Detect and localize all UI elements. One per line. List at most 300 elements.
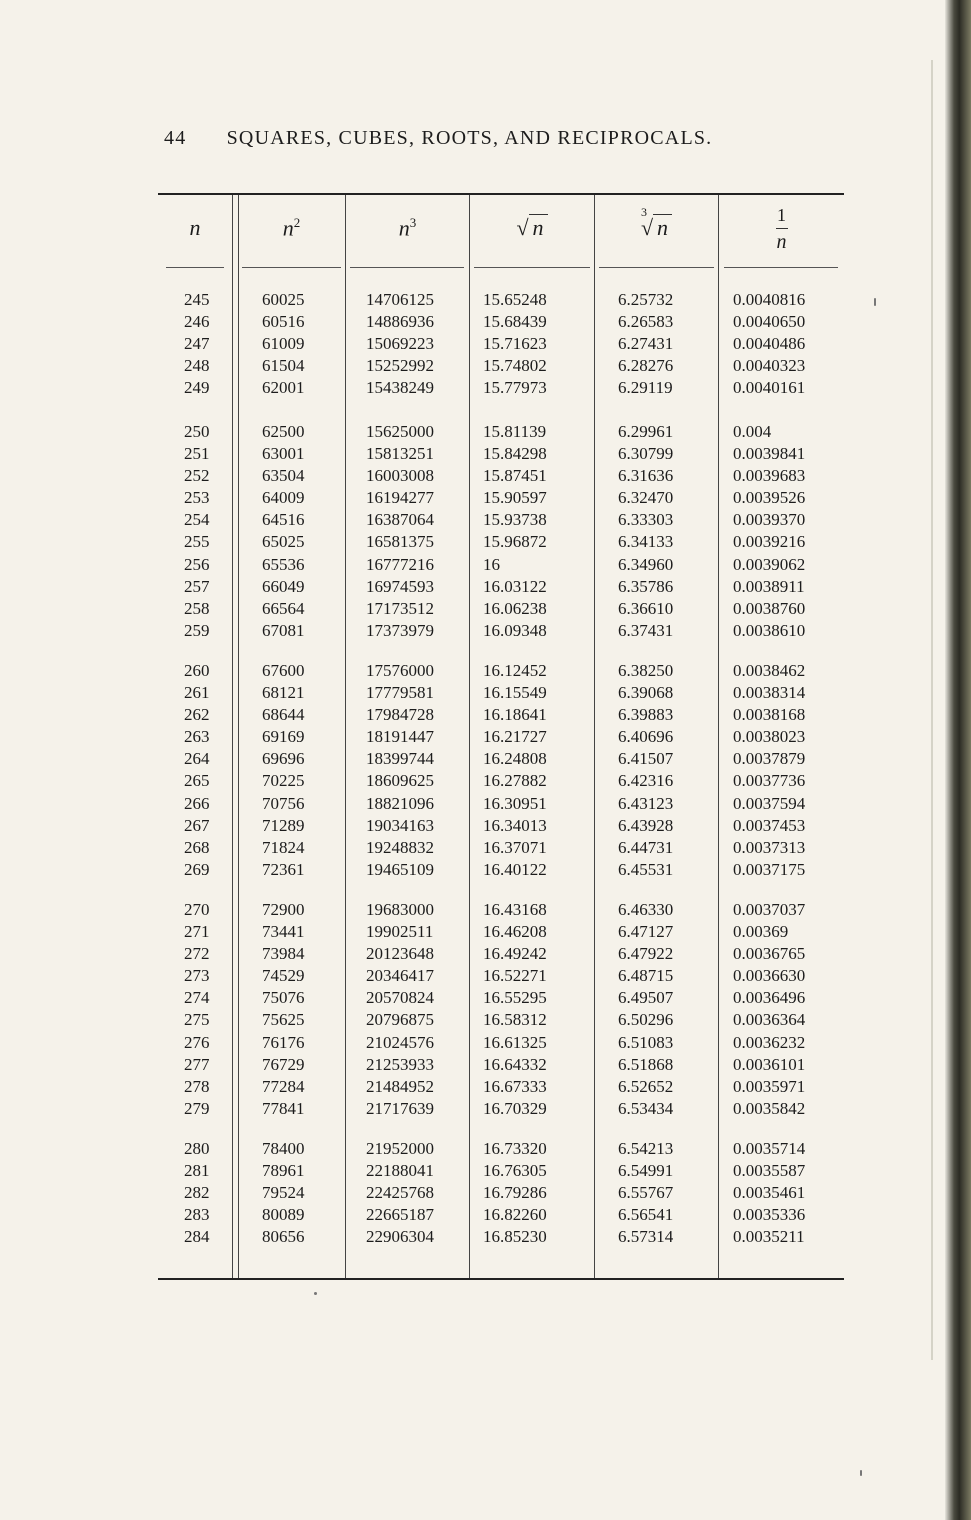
cell-sqrt: 16.61325 [483,1032,547,1052]
table-row [158,922,844,944]
table-row [158,1010,844,1032]
cell-n: 253 [184,488,210,508]
cell-cu: 19683000 [366,900,434,919]
cell-cbrt: 6.43928 [618,815,674,835]
cell-recip: 0.0040323 [733,356,806,376]
paper-speck [860,1470,862,1476]
cell-recip: 0.0035461 [733,1183,806,1203]
cell-n: 255 [184,532,210,552]
cell-cu: 22188041 [366,1161,434,1181]
cell-cbrt: 6.27431 [618,334,674,354]
table-row [158,1055,844,1077]
table-row [158,422,844,444]
header-n2-exponent: 2 [293,215,301,230]
cell-recip: 0.0036630 [733,966,806,986]
cell-sq: 75076 [262,988,305,1008]
cell-sq: 79524 [262,1183,305,1203]
cell-sqrt: 15.96872 [483,532,547,552]
cell-sqrt: 16.52271 [483,966,547,986]
cell-cu: 18609625 [366,771,434,791]
cell-recip: 0.0038610 [733,620,806,640]
cell-cbrt: 6.43123 [618,793,674,813]
cell-n: 268 [184,837,210,857]
header-recip-numerator: 1 [777,205,786,225]
cell-cu: 17173512 [366,598,434,618]
cell-recip: 0.0037594 [733,793,806,813]
cell-cu: 15252992 [366,356,434,376]
cell-cbrt: 6.29119 [618,378,673,398]
book-spine-edge [945,0,971,1520]
cell-sqrt: 16.67333 [483,1076,547,1096]
cell-sqrt: 16.70329 [483,1098,547,1118]
cell-sq: 78400 [262,1139,305,1158]
cell-recip: 0.00369 [733,922,789,942]
cell-n: 275 [184,1010,210,1030]
cell-cbrt: 6.42316 [618,771,674,791]
cell-sqrt: 16.37071 [483,837,547,857]
cell-cu: 21253933 [366,1054,434,1074]
cell-recip: 0.0037037 [733,900,806,919]
table-row [158,1161,844,1183]
row-group [158,1139,844,1249]
cell-sqrt: 15.84298 [483,444,547,464]
math-table [158,193,844,1280]
cell-sqrt: 16.49242 [483,944,547,964]
cell-n: 267 [184,815,210,835]
cell-n: 245 [184,290,210,309]
header-n [158,195,232,267]
cell-cu: 17576000 [366,661,434,680]
page-number: 44 [164,127,187,149]
cell-cu: 21952000 [366,1139,434,1158]
cell-sq: 74529 [262,966,305,986]
cell-recip: 0.0040816 [733,290,806,309]
cell-n: 281 [184,1161,210,1181]
cell-recip: 0.0038462 [733,661,806,680]
cell-sqrt: 16.06238 [483,598,547,618]
cell-n: 282 [184,1183,210,1203]
cell-cbrt: 6.46330 [618,900,674,919]
table-row [158,1033,844,1055]
header-cbrt-index: 3 [640,205,647,219]
table-row [158,334,844,356]
page-header [164,127,712,150]
cell-cu: 16003008 [366,466,434,486]
cell-n: 250 [184,422,210,441]
cell-sq: 60516 [262,312,305,332]
cell-n: 284 [184,1227,210,1247]
cell-n: 264 [184,749,210,769]
radical-icon: √ [640,215,654,240]
header-sqrt-arg: n [529,214,548,240]
cell-cbrt: 6.54991 [618,1161,674,1181]
cell-cu: 18399744 [366,749,434,769]
cell-recip: 0.0035971 [733,1076,806,1096]
cell-sqrt: 15.65248 [483,290,547,309]
cell-n: 279 [184,1098,210,1118]
table-row [158,312,844,334]
cell-sq: 65025 [262,532,305,552]
table-row [158,944,844,966]
cell-sqrt: 16.73320 [483,1139,547,1158]
table-row [158,1139,844,1161]
cell-sq: 71824 [262,837,305,857]
cell-sqrt: 16.24808 [483,749,547,769]
cell-n: 273 [184,966,210,986]
cell-cu: 20570824 [366,988,434,1008]
cell-recip: 0.0037453 [733,815,806,835]
cell-cbrt: 6.53434 [618,1098,674,1118]
cell-cbrt: 6.33303 [618,510,674,530]
table-row [158,444,844,466]
cell-cbrt: 6.39068 [618,683,674,703]
row-group [158,422,844,643]
cell-cu: 19465109 [366,859,434,879]
cell-sq: 69169 [262,727,305,747]
cell-cbrt: 6.41507 [618,749,674,769]
cell-cbrt: 6.28276 [618,356,674,376]
cell-sqrt: 16.12452 [483,661,547,680]
cell-cbrt: 6.34960 [618,554,674,574]
cell-sq: 66049 [262,576,305,596]
cell-sq: 70756 [262,793,305,813]
cell-recip: 0.0038911 [733,576,805,596]
row-group [158,661,844,882]
cell-cbrt: 6.47127 [618,922,674,942]
cell-cu: 19034163 [366,815,434,835]
cell-recip: 0.0035842 [733,1098,806,1118]
cell-recip: 0.0037879 [733,749,806,769]
header-underline [350,267,464,268]
cell-cu: 18191447 [366,727,434,747]
cell-sq: 63504 [262,466,305,486]
cell-recip: 0.0038168 [733,705,806,725]
cell-recip: 0.0035211 [733,1227,805,1247]
cell-n: 249 [184,378,210,398]
header-underline [724,267,838,268]
cell-sq: 80656 [262,1227,305,1247]
table-row [158,988,844,1010]
header-underline [166,267,224,268]
cell-cbrt: 6.55767 [618,1183,674,1203]
table-row [158,705,844,727]
cell-cu: 16194277 [366,488,434,508]
cell-n: 265 [184,771,210,791]
cell-sqrt: 15.71623 [483,334,547,354]
cell-sq: 68644 [262,705,305,725]
cell-n: 256 [184,554,210,574]
cell-cu: 19248832 [366,837,434,857]
header-underline [599,267,714,268]
cell-sqrt: 15.90597 [483,488,547,508]
cell-n: 247 [184,334,210,354]
cell-sq: 70225 [262,771,305,791]
table-row [158,727,844,749]
cell-cu: 15438249 [366,378,434,398]
cell-cu: 19902511 [366,922,434,942]
cell-sqrt: 15.87451 [483,466,547,486]
cell-cu: 22665187 [366,1205,434,1225]
table-row [158,771,844,793]
cell-n: 271 [184,922,210,942]
cell-n: 280 [184,1139,210,1158]
cell-n: 277 [184,1054,210,1074]
table-row [158,1099,844,1121]
cell-sqrt: 16.21727 [483,727,547,747]
page-title: SQUARES, CUBES, ROOTS, AND RECIPROCALS. [226,127,713,149]
cell-cu: 17779581 [366,683,434,703]
cell-cu: 14886936 [366,312,434,332]
cell-sqrt: 16.34013 [483,815,547,835]
cell-n: 274 [184,988,210,1008]
table-row [158,1205,844,1227]
cell-recip: 0.0036232 [733,1032,806,1052]
table-row [158,510,844,532]
cell-recip: 0.0039526 [733,488,806,508]
page-shadow-line [931,60,933,1360]
cell-n: 283 [184,1205,210,1225]
cell-sqrt: 16.79286 [483,1183,547,1203]
cell-recip: 0.0039370 [733,510,806,530]
table-row [158,966,844,988]
paper-speck [314,1292,317,1295]
table-row [158,860,844,882]
cell-cbrt: 6.51868 [618,1054,674,1074]
cell-cbrt: 6.37431 [618,620,674,640]
row-group [158,290,844,400]
table-row [158,794,844,816]
cell-recip: 0.0039841 [733,444,806,464]
cell-recip: 0.0037175 [733,859,806,879]
cell-n: 251 [184,444,210,464]
table-row [158,1077,844,1099]
cell-cu: 15625000 [366,422,434,441]
table-row [158,838,844,860]
cell-n: 261 [184,683,210,703]
table-header-row [158,195,844,267]
cell-cbrt: 6.25732 [618,290,674,309]
cell-sq: 67081 [262,620,305,640]
cell-sq: 68121 [262,683,305,703]
cell-n: 257 [184,576,210,596]
cell-sqrt: 15.77973 [483,378,547,398]
cell-recip: 0.0035587 [733,1161,806,1181]
cell-recip: 0.0036101 [733,1054,806,1074]
cell-n: 246 [184,312,210,332]
cell-recip: 0.0040486 [733,334,806,354]
table-row [158,466,844,488]
cell-cbrt: 6.50296 [618,1010,674,1030]
header-recip-denominator: n [776,231,787,253]
cell-recip: 0.0038760 [733,598,806,618]
header-n3-exponent: 3 [409,215,417,230]
cell-sq: 61009 [262,334,305,354]
cell-cbrt: 6.48715 [618,966,674,986]
cell-n: 276 [184,1032,210,1052]
header-n-label: n [189,215,201,240]
header-reciprocal [719,195,844,267]
cell-sq: 65536 [262,554,305,574]
cell-recip: 0.0040650 [733,312,806,332]
cell-sqrt: 16.58312 [483,1010,547,1030]
cell-sq: 69696 [262,749,305,769]
cell-sqrt: 16.55295 [483,988,547,1008]
paper-speck [874,298,876,306]
cell-cu: 21717639 [366,1098,434,1118]
cell-sq: 73984 [262,944,305,964]
table-row [158,532,844,554]
header-n2-base: n [282,215,294,241]
cell-sqrt: 16.09348 [483,620,547,640]
table-row [158,749,844,771]
cell-sqrt: 16.27882 [483,771,547,791]
cell-cu: 16777216 [366,554,434,574]
cell-recip: 0.0035714 [733,1139,806,1158]
cell-sq: 76729 [262,1054,305,1074]
cell-cbrt: 6.34133 [618,532,674,552]
cell-cbrt: 6.57314 [618,1227,674,1247]
cell-n: 252 [184,466,210,486]
table-row [158,290,844,312]
cell-sqrt: 16.82260 [483,1205,547,1225]
cell-n: 263 [184,727,210,747]
row-group [158,900,844,1121]
cell-sqrt: 16 [483,554,500,574]
cell-sqrt: 16.40122 [483,859,547,879]
cell-sqrt: 15.68439 [483,312,547,332]
cell-cbrt: 6.44731 [618,837,674,857]
cell-recip: 0.0038314 [733,683,806,703]
cell-n: 278 [184,1076,210,1096]
cell-cu: 18821096 [366,793,434,813]
cell-cbrt: 6.54213 [618,1139,674,1158]
cell-n: 260 [184,661,210,680]
cell-sqrt: 16.76305 [483,1161,547,1181]
cell-sqrt: 16.85230 [483,1227,547,1247]
table-row [158,356,844,378]
cell-cu: 16387064 [366,510,434,530]
cell-n: 272 [184,944,210,964]
cell-cu: 20796875 [366,1010,434,1030]
table-row [158,1227,844,1249]
header-square-root [470,195,594,267]
cell-sq: 63001 [262,444,305,464]
cell-cbrt: 6.35786 [618,576,674,596]
fraction-bar [776,228,788,229]
table-row [158,661,844,683]
table-row [158,599,844,621]
header-underline [242,267,341,268]
cell-cu: 14706125 [366,290,434,309]
cell-n: 270 [184,900,210,919]
cell-cu: 22906304 [366,1227,434,1247]
cell-sq: 64516 [262,510,305,530]
cell-recip: 0.0038023 [733,727,806,747]
cell-cu: 21024576 [366,1032,434,1052]
cell-sqrt: 16.18641 [483,705,547,725]
table-row [158,816,844,838]
cell-cbrt: 6.36610 [618,598,674,618]
cell-cbrt: 6.38250 [618,661,674,680]
cell-cbrt: 6.26583 [618,312,674,332]
cell-n: 266 [184,793,210,813]
cell-cbrt: 6.49507 [618,988,674,1008]
cell-cbrt: 6.39883 [618,705,674,725]
cell-recip: 0.0036364 [733,1010,806,1030]
table-row [158,1183,844,1205]
cell-cbrt: 6.31636 [618,466,674,486]
header-cbrt-arg: n [653,214,672,240]
cell-sq: 60025 [262,290,305,309]
cell-cu: 20123648 [366,944,434,964]
cell-recip: 0.0037313 [733,837,806,857]
header-cube-root [595,195,718,267]
cell-recip: 0.0039683 [733,466,806,486]
cell-recip: 0.004 [733,422,772,441]
cell-sq: 66564 [262,598,305,618]
cell-cbrt: 6.32470 [618,488,674,508]
cell-recip: 0.0039062 [733,554,806,574]
cell-sq: 80089 [262,1205,305,1225]
cell-sqrt: 16.15549 [483,683,547,703]
cell-cu: 21484952 [366,1076,434,1096]
cell-recip: 0.0036496 [733,988,806,1008]
cell-cbrt: 6.45531 [618,859,674,879]
cell-sq: 76176 [262,1032,305,1052]
cell-sq: 72900 [262,900,305,919]
cell-sq: 72361 [262,859,305,879]
cell-sqrt: 15.81139 [483,422,547,441]
table-row [158,683,844,705]
cell-sqrt: 16.43168 [483,900,547,919]
cell-sqrt: 16.64332 [483,1054,547,1074]
cell-sqrt: 15.93738 [483,510,547,530]
cell-sqrt: 16.46208 [483,922,547,942]
cell-sq: 75625 [262,1010,305,1030]
table-row [158,378,844,400]
cell-cbrt: 6.52652 [618,1076,674,1096]
table-row [158,488,844,510]
cell-n: 254 [184,510,210,530]
cell-sq: 78961 [262,1161,305,1181]
cell-cbrt: 6.29961 [618,422,674,441]
cell-recip: 0.0036765 [733,944,806,964]
cell-sqrt: 16.03122 [483,576,547,596]
cell-sqrt: 16.30951 [483,793,547,813]
radical-icon: √ [516,215,529,240]
cell-cbrt: 6.47922 [618,944,674,964]
cell-sqrt: 15.74802 [483,356,547,376]
header-n3-base: n [398,215,410,241]
cell-sq: 73441 [262,922,305,942]
cell-cu: 22425768 [366,1183,434,1203]
cell-cu: 17373979 [366,620,434,640]
cell-sq: 62001 [262,378,305,398]
cell-recip: 0.0039216 [733,532,806,552]
cell-sq: 62500 [262,422,305,441]
cell-recip: 0.0035336 [733,1205,806,1225]
cell-sq: 71289 [262,815,305,835]
cell-sq: 64009 [262,488,305,508]
cell-n: 269 [184,859,210,879]
table-row [158,621,844,643]
cell-sq: 77284 [262,1076,305,1096]
cell-n: 259 [184,620,210,640]
cell-sq: 61504 [262,356,305,376]
cell-cu: 15069223 [366,334,434,354]
cell-cu: 16581375 [366,532,434,552]
cell-sq: 67600 [262,661,305,680]
